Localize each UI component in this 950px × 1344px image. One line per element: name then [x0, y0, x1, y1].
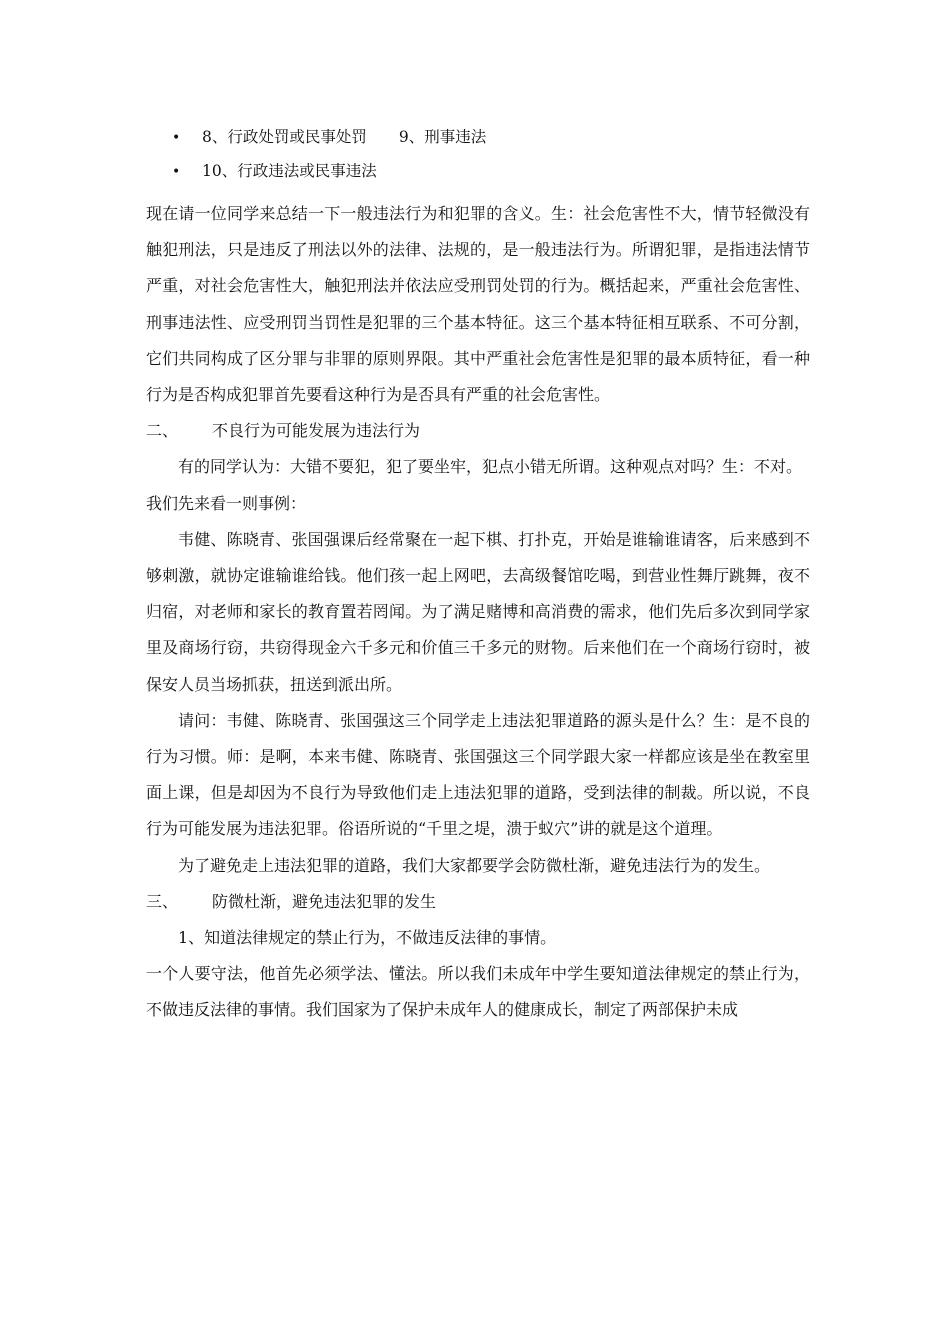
- document-body: [146, 196, 810, 1029]
- section-title: 不良行为可能发展为违法行为: [212, 421, 421, 441]
- section-heading: [146, 884, 810, 920]
- paragraph: 请问：韦健、陈晓青、张国强这三个同学走上违法犯罪道路的源头是什么？生：是不良的行为习惯。师：是啊，本来韦健、陈晓青、张国强这三个同学跟大家一样都应该是坐在教室里面上课，但是却因为不良行为导致他们走上违法犯罪的道路，受到法律的制裁。所以说，不良行为可能发展为违法犯罪。俗语所说的“千里之堤，溃于蚁穴”讲的就是这个道理。: [146, 710, 810, 839]
- list-item: [172, 124, 812, 158]
- section-number: 三、: [146, 891, 179, 911]
- paragraph: 一个人要守法，他首先必须学法、懂法。所以我们未成年中学生要知道法律规定的禁止行为，不做违反法律的事情。我们国家为了保护未成年人的健康成长，制定了两部保护未成: [146, 964, 810, 1020]
- paragraph: 现在请一位同学来总结一下一般违法行为和犯罪的含义。生：社会危害性不大，情节轻微没有触犯刑法，只是违反了刑法以外的法律、法规的，是一般违法行为。所谓犯罪，是指违法情节严重，对社会危害性大，触犯刑法并依法应受刑罚处罚的行为。概括起来，严重社会危害性、刑事违法性、应受刑罚当罚性是犯罪的三个基本特征。这三个基本特征相互联系、不可分割，它们共同构成了区分罪与非罪的原则界限。其中严重社会危害性是犯罪的最本质特征，看一种行为是否构成犯罪首先要看这种行为是否具有严重的社会危害性。: [146, 204, 810, 405]
- bullet-icon: •: [172, 164, 181, 180]
- bullet-text: 8、行政处罚或民事处罚: [202, 128, 367, 146]
- section-number: 二、: [146, 421, 179, 441]
- paragraph: 为了避免走上违法犯罪的道路，我们大家都要学会防微杜渐，避免违法行为的发生。: [178, 855, 771, 875]
- paragraph: 有的同学认为：大错不要犯，犯了要坐牢，犯点小错无所谓。这种观点对吗？生：不对。: [178, 457, 803, 477]
- section-heading: [146, 413, 810, 449]
- bullet-text: 10、行政违法或民事违法: [202, 162, 377, 180]
- paragraph: 我们先来看一则事例：: [146, 493, 307, 513]
- paragraph: 1、知道法律规定的禁止行为，不做违反法律的事情。: [178, 928, 557, 948]
- section-title: 防微杜渐，避免违法犯罪的发生: [212, 891, 437, 911]
- bullet-list: [172, 124, 812, 192]
- bullet-text: 9、刑事违法: [398, 128, 487, 146]
- paragraph: 韦健、陈晓青、张国强课后经常聚在一起下棋、打扑克，开始是谁输谁请客，后来感到不够刺激，就协定谁输谁给钱。他们孩一起上网吧，去高级餐馆吃喝，到营业性舞厅跳舞，夜不归宿，对老师和家长的教育置若罔闻。为了满足赌博和高消费的需求，他们先后多次到同学家里及商场行窃，共窃得现金六千多元和价值三千多元的财物。后来他们在一个商场行窃时，被保安人员当场抓获，扭送到派出所。: [146, 529, 810, 694]
- list-item: [172, 158, 812, 192]
- bullet-icon: •: [172, 130, 181, 146]
